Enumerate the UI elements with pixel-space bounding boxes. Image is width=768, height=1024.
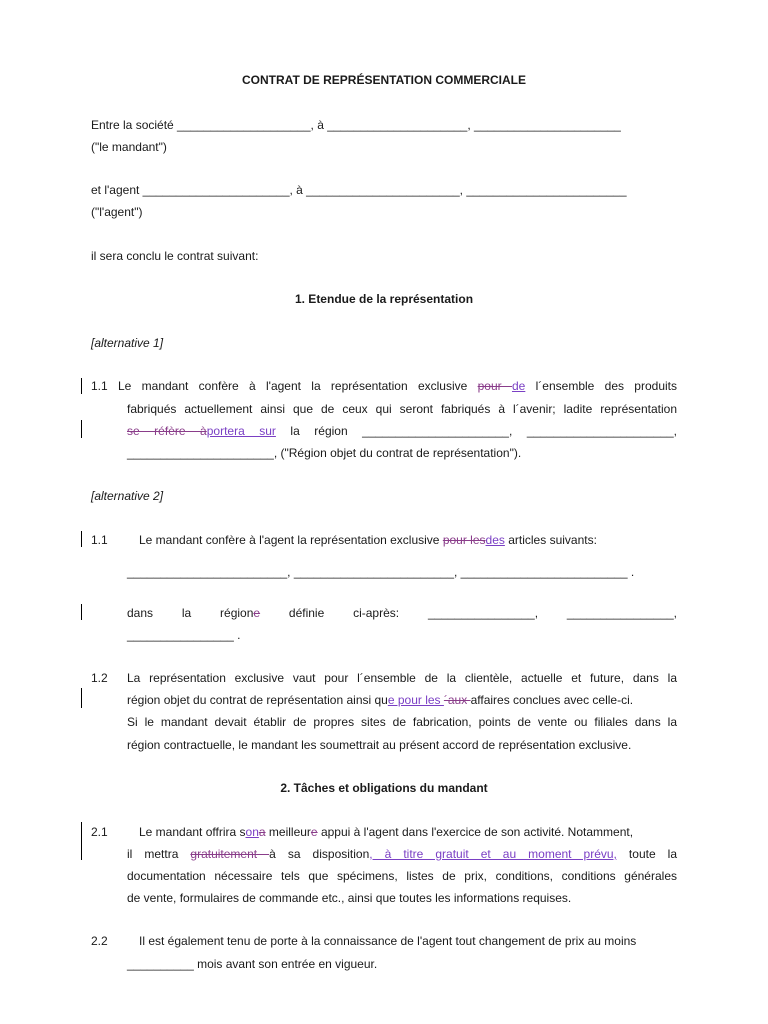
clause-1-1b-number: 1.1 (91, 533, 108, 547)
party-mandant-line: Entre la société ____________________, à _____________________, ______________________ (91, 118, 621, 132)
inserted-text: on (245, 825, 259, 839)
clause-2-1-line-3: documentation nécessaire tels que spécimens, listes de prix, conditions, conditions générales (127, 869, 677, 883)
clause-1-1b-line-2: ________________________, ________________________, _________________________ . (127, 565, 635, 579)
inserted-text: e pour les (387, 693, 444, 707)
change-bar (81, 420, 82, 438)
inserted-text: de (511, 379, 526, 393)
deleted-text: e (310, 825, 318, 839)
party-mandant-label: ("le mandant") (91, 140, 167, 154)
clause-2-1-line-4: de vente, formulaires de commande etc., ainsi que toutes les informations requises. (127, 891, 572, 905)
change-bar (81, 822, 82, 860)
deleted-text: a (258, 825, 266, 839)
clause-2-2-number: 2.2 (91, 934, 108, 948)
party-agent-label: ("l'agent") (91, 205, 143, 219)
clause-1-2-line-2: région objet du contrat de représentation ainsi que pour les ´aux affaires conclues avec celle-ci. (127, 693, 634, 707)
clause-1-1b-line-4: ________________ . (127, 628, 241, 642)
deleted-text: e (253, 606, 261, 620)
party-agent-line: et l'agent ______________________, à _______________________, ________________________ (91, 183, 627, 197)
change-bar (81, 378, 82, 394)
deleted-text: ´aux (443, 693, 471, 707)
clause-2-2-line-1: Il est également tenu de porte à la connaissance de l'agent tout changement de prix au moins (139, 934, 637, 948)
clause-1-2-number: 1.2 (91, 671, 108, 685)
alternative-1-label: [alternative 1] (91, 336, 164, 350)
section-1-heading: 1. Etendue de la représentation (294, 292, 474, 306)
section-2-heading: 2. Tâches et obligations du mandant (280, 781, 488, 795)
deleted-text: se réfère à (127, 424, 207, 438)
clause-1-1a-line-3: se réfère àportera sur la région ______________________, ______________________, (127, 424, 677, 438)
clause-2-1-number: 2.1 (91, 825, 108, 839)
deleted-text: gratuitement (190, 847, 270, 861)
clause-2-1-line-2: il mettra gratuitement à sa disposition, à titre gratuit et au moment prévu, toute la (127, 847, 677, 861)
clause-1-1b-line-3: dans la régione définie ci-après: ________________, ________________, (127, 606, 677, 620)
deleted-text: pour (477, 379, 512, 393)
inserted-text: portera sur (206, 424, 276, 438)
clause-1-1a-line-2: fabriqués actuellement ainsi que de ceux qui seront fabriqués à l´avenir; ladite représentation (127, 402, 677, 416)
deleted-text: pour les (442, 533, 486, 547)
contract-title: CONTRAT DE REPRÉSENTATION COMMERCIALE (242, 73, 526, 87)
clause-1-1b-line-1: Le mandant confère à l'agent la représentation exclusive pour lesdes articles suivants: (139, 533, 597, 547)
alternative-2-label: [alternative 2] (91, 489, 164, 503)
clause-1-2-line-3: Si le mandant devait établir de propres sites de fabrication, points de vente ou filiales dans la (127, 715, 677, 729)
inserted-text: , à titre gratuit et au moment prévu, (369, 847, 617, 861)
clause-2-1-line-1: Le mandant offrira sona meilleure appui à l'agent dans l'exercice de son activité. Notamment, (139, 825, 634, 839)
change-bar (81, 531, 82, 547)
clause-1-2-line-4: région contractuelle, le mandant les soumettrait au présent accord de représentation exclusive. (127, 738, 632, 752)
clause-1-1a-line-1: 1.1 Le mandant confère à l'agent la représentation exclusive pour de l´ensemble des produits (91, 379, 677, 393)
change-bar (81, 688, 82, 708)
clause-1-1a-line-4: ______________________, ("Région objet du contrat de représentation"). (127, 446, 522, 460)
change-bar (81, 604, 82, 620)
contract-intro: il sera conclu le contrat suivant: (91, 249, 259, 263)
clause-1-2-line-1: La représentation exclusive vaut pour l´ensemble de la clientèle, actuelle et future, dans la (127, 671, 677, 685)
clause-2-2-line-2: __________ mois avant son entrée en vigueur. (127, 957, 378, 971)
inserted-text: des (485, 533, 505, 547)
